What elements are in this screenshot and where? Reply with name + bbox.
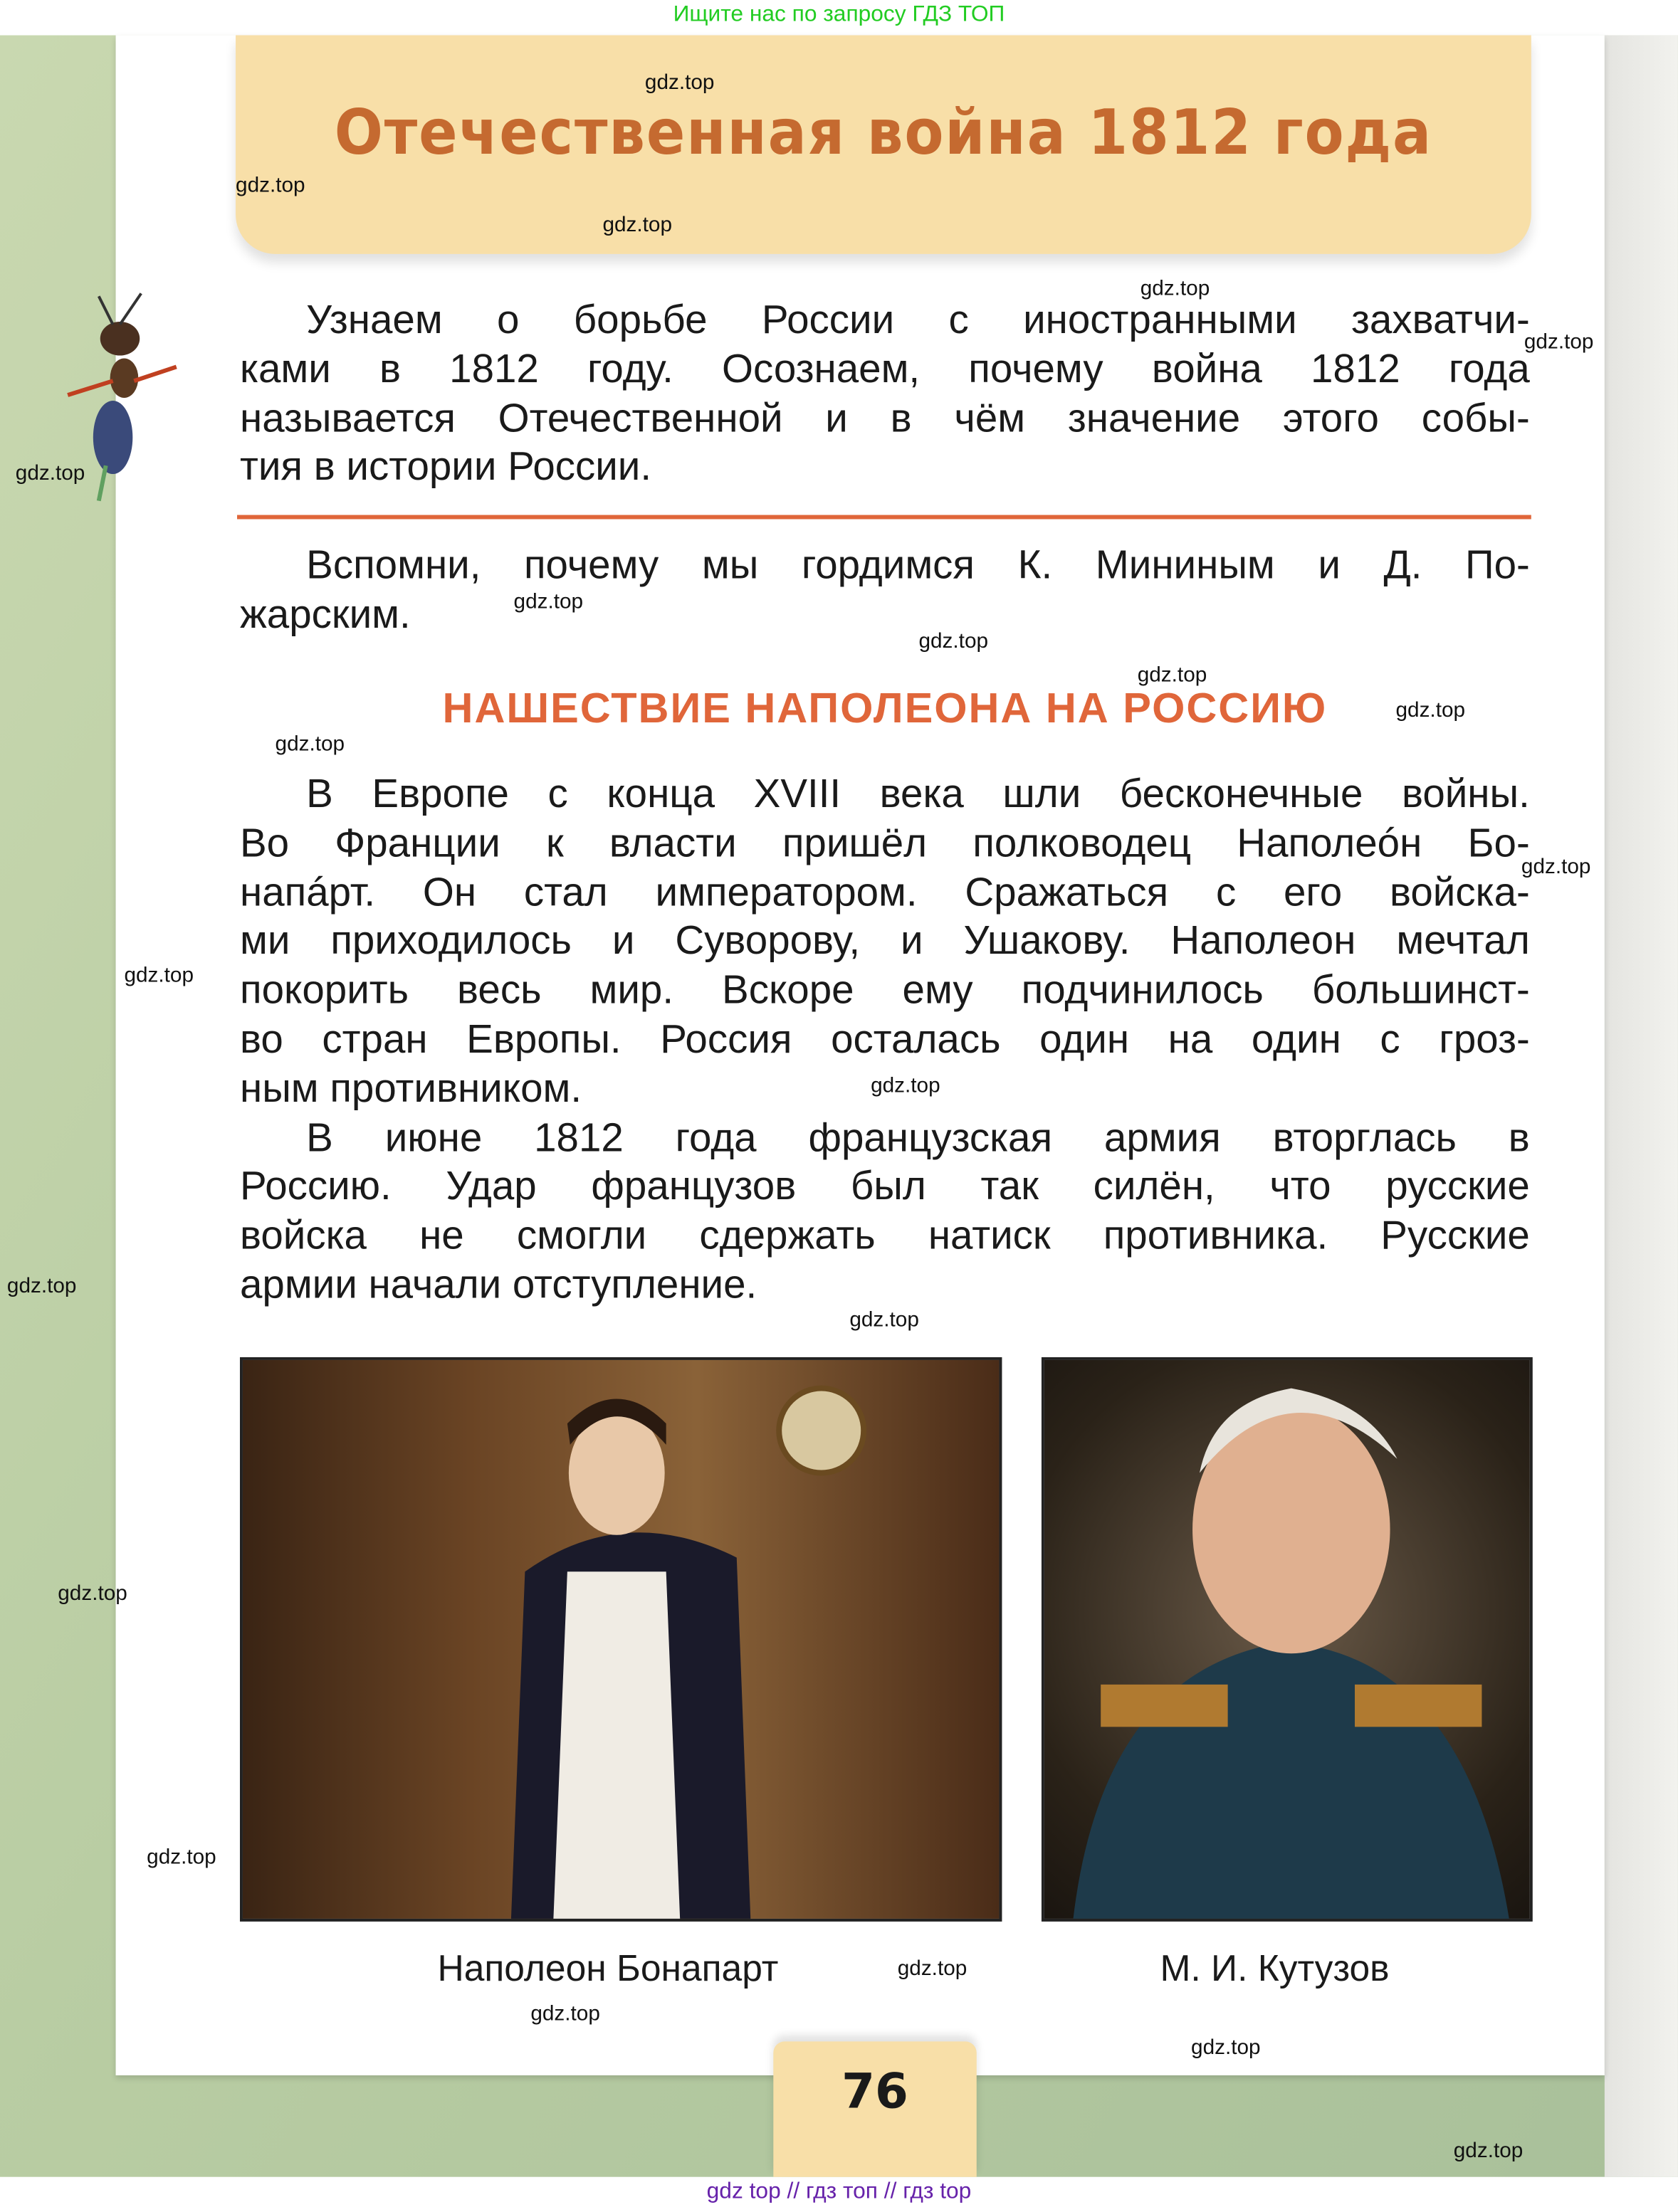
text-line: покорить весь мир. Вскоре ему подчинилось большинст-	[239, 968, 1530, 1013]
page-number-tab	[773, 2041, 976, 2176]
page-title: Отечественная война 1812 года	[334, 97, 1433, 169]
text-line: В июне 1812 года французская армия вторглась в	[306, 1115, 1530, 1161]
watermark: gdz.top	[58, 1581, 127, 1606]
text-line: ками в 1812 году. Осознаем, почему война 1812 года	[239, 347, 1530, 392]
watermark: gdz.top	[918, 629, 989, 653]
watermark: gdz.top	[644, 70, 715, 95]
text-line: армии начали отступление.	[239, 1263, 757, 1308]
section-heading: НАШЕСТВИЕ НАПОЛЕОНА НА РОССИЮ	[442, 685, 1328, 732]
caption-kutuzov: М. И. Кутузов	[1160, 1947, 1390, 1990]
watermark: gdz.top	[849, 1307, 919, 1332]
top-note: Ищите нас по запросу ГДЗ ТОП	[673, 2, 1005, 27]
page-edge	[1605, 36, 1678, 2177]
bottom-note: gdz top // гдз топ // гдз top	[706, 2179, 972, 2204]
watermark: gdz.top	[147, 1845, 216, 1870]
lesson-goals	[240, 296, 1530, 493]
text-line: Вспомни, почему мы гордимся К. Мининым и Д. По-	[306, 543, 1530, 589]
text-line: Россию. Удар французов был так силён, что русские	[239, 1164, 1530, 1210]
watermark: gdz.top	[15, 461, 85, 485]
text-line: ми приходилось и Суворову, и Ушакову. Наполеон мечтал	[239, 919, 1530, 964]
text-line: Во Франции к власти пришёл полководец Наполеóн Бо-	[239, 821, 1530, 866]
watermark: gdz.top	[513, 589, 584, 614]
watermark: gdz.top	[871, 1073, 940, 1098]
kutuzov-portrait	[1042, 1357, 1533, 1922]
recall-question	[240, 542, 1530, 640]
watermark: gdz.top	[1140, 276, 1210, 301]
watermark: gdz.top	[1395, 698, 1466, 722]
text-line: напáрт. Он стал императором. Сражаться с его войска-	[239, 870, 1530, 915]
napoleon-portrait	[240, 1357, 1002, 1922]
text-line: ным противником.	[239, 1066, 582, 1112]
text-line: войска не смогли сдержать натиск противника. Русские	[239, 1213, 1530, 1259]
text-line: называется Отечественной и в чём значение этого собы-	[239, 396, 1530, 441]
watermark: gdz.top	[1191, 2035, 1261, 2060]
page-number: 76	[841, 2064, 908, 2121]
watermark: gdz.top	[6, 1274, 77, 1298]
paragraph-1	[240, 770, 1530, 1310]
watermark: gdz.top	[236, 173, 305, 198]
watermark: gdz.top	[275, 732, 345, 757]
title-banner	[236, 36, 1531, 254]
text-line: Узнаем о борьбе России с иностранными захватчи-	[306, 297, 1530, 343]
watermark: gdz.top	[1137, 663, 1207, 688]
watermark: gdz.top	[1453, 2139, 1524, 2163]
text-line: тия в истории России.	[239, 445, 652, 490]
watermark: gdz.top	[897, 1956, 968, 1981]
text-line: В Европе с конца XVIII века шли бесконечные войны.	[306, 771, 1530, 817]
watermark: gdz.top	[530, 2001, 600, 2026]
text-line: во стран Европы. Россия осталась один на один с гроз-	[239, 1017, 1530, 1063]
divider	[237, 515, 1531, 520]
watermark: gdz.top	[602, 213, 673, 238]
caption-napoleon: Наполеон Бонапарт	[437, 1947, 779, 1990]
text-line: жарским.	[239, 592, 411, 638]
watermark: gdz.top	[1521, 855, 1591, 879]
watermark: gdz.top	[1524, 330, 1594, 354]
watermark: gdz.top	[124, 963, 194, 988]
